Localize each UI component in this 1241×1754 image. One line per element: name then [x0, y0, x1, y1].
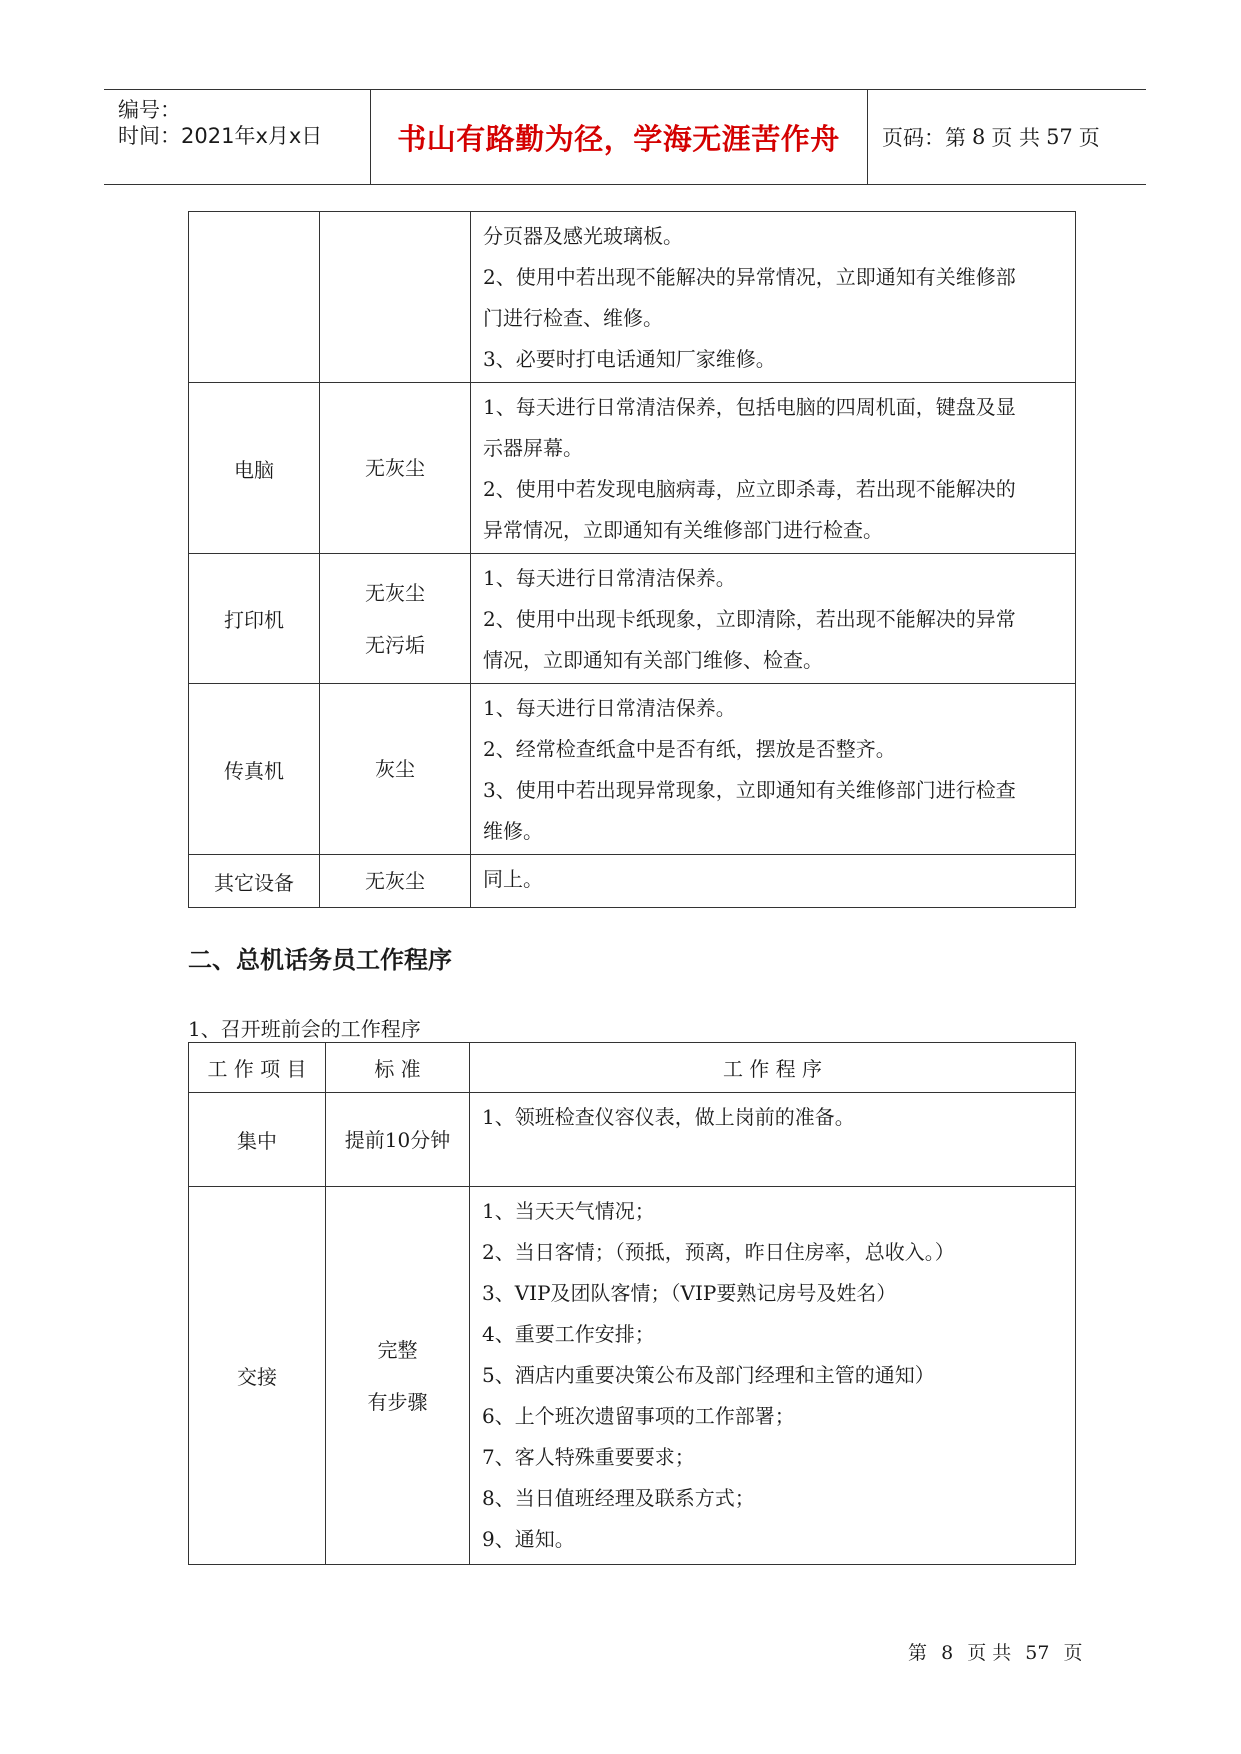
standard-cell	[320, 554, 471, 684]
detail-line: 维修。	[483, 819, 543, 843]
detail-cell	[471, 554, 1076, 684]
footer-prefix: 第	[908, 1642, 928, 1664]
header-standard: 标 准	[326, 1043, 470, 1093]
footer-suffix: 页	[1063, 1642, 1083, 1664]
table-row	[189, 684, 1076, 855]
standard-cell	[326, 1187, 470, 1565]
footer-mid: 页 共	[967, 1642, 1012, 1664]
standard-cell	[320, 212, 471, 383]
standard-line: 无灰尘	[365, 580, 425, 605]
detail-line: 7、客人特殊重要要求；	[482, 1445, 695, 1469]
header-procedure: 工 作 程 序	[470, 1043, 1076, 1093]
detail-line: 1、每天进行日常清洁保养，包括电脑的四周机面，键盘及显	[483, 395, 1016, 419]
sub-title: 1、召开班前会的工作程序	[188, 1017, 421, 1041]
detail-cell	[471, 855, 1076, 908]
footer-total: 57	[1025, 1642, 1050, 1664]
detail-cell	[471, 212, 1076, 383]
standard-line: 完整	[377, 1337, 418, 1362]
device-cell: 电脑	[189, 383, 320, 554]
device-cell: 打印机	[189, 554, 320, 684]
detail-line: 2、经常检查纸盒中是否有纸，摆放是否整齐。	[483, 737, 896, 761]
item-cell: 交接	[189, 1187, 326, 1565]
header-item: 工 作 项 目	[189, 1043, 326, 1093]
detail-line: 1、当天天气情况；	[482, 1199, 655, 1223]
detail-line: 分页器及感光玻璃板。	[483, 224, 683, 248]
item-cell: 集中	[189, 1093, 326, 1187]
procedure-header-row	[189, 1043, 1076, 1093]
detail-line: 1、每天进行日常清洁保养。	[483, 566, 736, 590]
detail-line: 2、使用中若出现不能解决的异常情况，立即通知有关维修部	[483, 265, 1016, 289]
page-label: 页码：第	[882, 126, 966, 150]
table-row	[189, 1187, 1076, 1565]
time-label: 时间：2021年x月x日	[118, 124, 323, 148]
page-footer	[908, 1638, 1091, 1665]
standard-line: 有步骤	[367, 1389, 428, 1414]
detail-line: 1、每天进行日常清洁保养。	[483, 696, 736, 720]
standard-line: 无污垢	[365, 632, 425, 657]
detail-line: 门进行检查、维修。	[483, 306, 663, 330]
standard-line: 无灰尘	[365, 869, 425, 893]
table-row	[189, 212, 1076, 383]
standard-cell	[320, 684, 471, 855]
detail-line: 9、通知。	[482, 1527, 575, 1551]
standard-line: 无灰尘	[365, 456, 425, 480]
equipment-table-body	[189, 212, 1076, 908]
standard-cell	[326, 1093, 470, 1187]
detail-line: 1、领班检查仪容仪表，做上岗前的准备。	[482, 1105, 855, 1129]
detail-line: 8、当日值班经理及联系方式；	[482, 1486, 755, 1510]
detail-line: 5、酒店内重要决策公布及部门经理和主管的通知）	[482, 1363, 935, 1387]
detail-line: 情况，立即通知有关部门维修、检查。	[483, 648, 823, 672]
detail-line: 示器屏幕。	[483, 436, 583, 460]
device-cell: 传真机	[189, 684, 320, 855]
table-row	[189, 855, 1076, 908]
table-row	[189, 1093, 1076, 1187]
device-cell	[189, 212, 320, 383]
standard-cell	[320, 855, 471, 908]
standard-cell	[320, 383, 471, 554]
footer-page: 8	[941, 1642, 954, 1664]
page-mid: 页 共	[991, 126, 1041, 150]
standard-line: 灰尘	[375, 757, 415, 781]
number-label: 编号：	[118, 98, 181, 122]
section-title: 二、总机话务员工作程序	[188, 946, 452, 974]
detail-line: 2、使用中若发现电脑病毒，应立即杀毒，若出现不能解决的	[483, 477, 1016, 501]
page-total: 57	[1046, 125, 1073, 149]
detail-cell	[471, 383, 1076, 554]
detail-cell	[471, 684, 1076, 855]
detail-line: 6、上个班次遗留事项的工作部署；	[482, 1404, 795, 1428]
detail-cell	[470, 1187, 1076, 1565]
equipment-maintenance-table	[188, 211, 1076, 908]
detail-line: 同上。	[483, 867, 543, 891]
page-number: 8	[972, 125, 986, 149]
detail-line: 4、重要工作安排；	[482, 1322, 655, 1346]
detail-line: 异常情况，立即通知有关维修部门进行检查。	[483, 518, 883, 542]
header-left-cell	[104, 90, 371, 184]
table-row	[189, 554, 1076, 684]
header-motto: 书山有路勤为径，学海无涯苦作舟	[370, 90, 868, 184]
procedure-table-body	[189, 1093, 1076, 1565]
header-page-info	[868, 90, 1146, 184]
procedure-table	[188, 1042, 1076, 1565]
page-end: 页	[1078, 126, 1100, 150]
device-cell: 其它设备	[189, 855, 320, 908]
detail-line: 3、VIP及团队客情；（VIP要熟记房号及姓名）	[482, 1281, 897, 1305]
detail-line: 2、使用中出现卡纸现象，立即清除，若出现不能解决的异常	[483, 607, 1016, 631]
detail-cell	[470, 1093, 1076, 1187]
page-header	[104, 89, 1146, 185]
detail-line: 2、当日客情；（预抵，预离，昨日住房率，总收入。）	[482, 1240, 955, 1264]
table-row	[189, 383, 1076, 554]
detail-line: 3、使用中若出现异常现象，立即通知有关维修部门进行检查	[483, 778, 1016, 802]
detail-line: 3、必要时打电话通知厂家维修。	[483, 347, 776, 371]
standard-line: 提前10分钟	[344, 1127, 451, 1152]
